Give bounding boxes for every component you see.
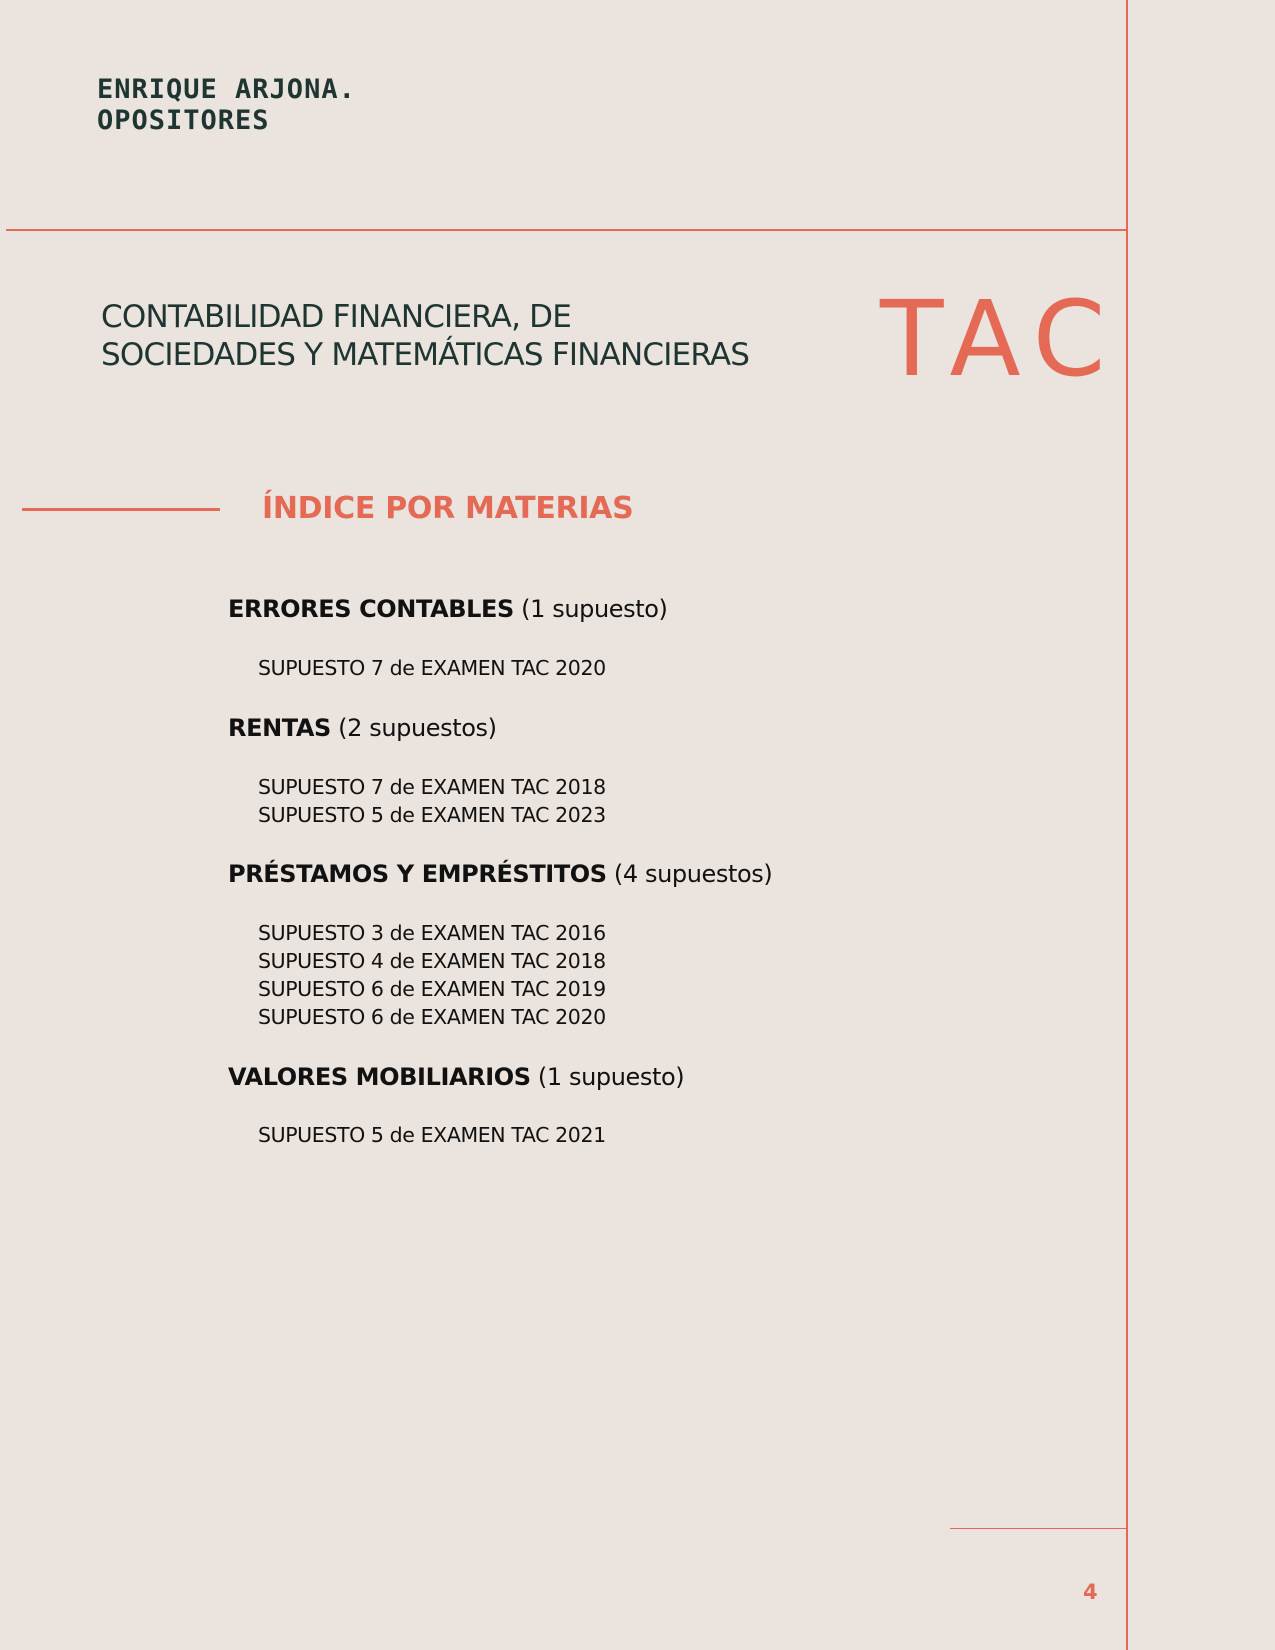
section-count: (2 supuestos): [338, 714, 497, 742]
brand-logo: [97, 74, 356, 136]
list-item: SUPUESTO 5 de EXAMEN TAC 2021: [258, 1123, 606, 1147]
list-item: SUPUESTO 3 de EXAMEN TAC 2016: [258, 921, 606, 945]
section-name: RENTAS: [228, 714, 331, 742]
subject-title: [101, 298, 749, 374]
brand-line-1: ENRIQUE ARJONA.: [97, 74, 356, 105]
section-items: [258, 1121, 606, 1149]
section-items: [258, 919, 606, 1031]
section-count: (1 supuesto): [537, 1063, 685, 1091]
section-heading: [228, 713, 497, 743]
list-item: SUPUESTO 7 de EXAMEN TAC 2018: [258, 775, 606, 799]
index-title: ÍNDICE POR MATERIAS: [262, 491, 634, 526]
list-item: SUPUESTO 7 de EXAMEN TAC 2020: [258, 656, 606, 680]
brand-line-2: OPOSITORES: [97, 105, 270, 136]
header-divider: [6, 229, 1128, 231]
list-item: SUPUESTO 5 de EXAMEN TAC 2023: [258, 803, 606, 827]
subject-line-1: CONTABILIDAD FINANCIERA, DE: [101, 299, 572, 335]
section-items: [258, 773, 606, 829]
vertical-accent-rule: [1126, 0, 1128, 1650]
section-name: ERRORES CONTABLES: [228, 595, 514, 623]
section-heading: [228, 859, 772, 889]
section-heading: [228, 1062, 684, 1092]
list-item: SUPUESTO 6 de EXAMEN TAC 2019: [258, 977, 606, 1001]
section-name: PRÉSTAMOS Y EMPRÉSTITOS: [228, 860, 607, 888]
section-heading: [228, 594, 668, 624]
index-title-rule: [22, 508, 220, 511]
page-number: 4: [1083, 1580, 1098, 1604]
section-count: (1 supuesto): [521, 595, 668, 623]
section-name: VALORES MOBILIARIOS: [228, 1063, 531, 1091]
section-items: [258, 654, 606, 682]
subject-line-2: SOCIEDADES Y MATEMÁTICAS FINANCIERAS: [101, 337, 750, 373]
section-count: (4 supuestos): [613, 860, 773, 888]
list-item: SUPUESTO 4 de EXAMEN TAC 2018: [258, 949, 606, 973]
tac-badge: TAC: [880, 278, 1120, 400]
list-item: SUPUESTO 6 de EXAMEN TAC 2020: [258, 1005, 606, 1029]
footer-rule: [950, 1528, 1128, 1529]
